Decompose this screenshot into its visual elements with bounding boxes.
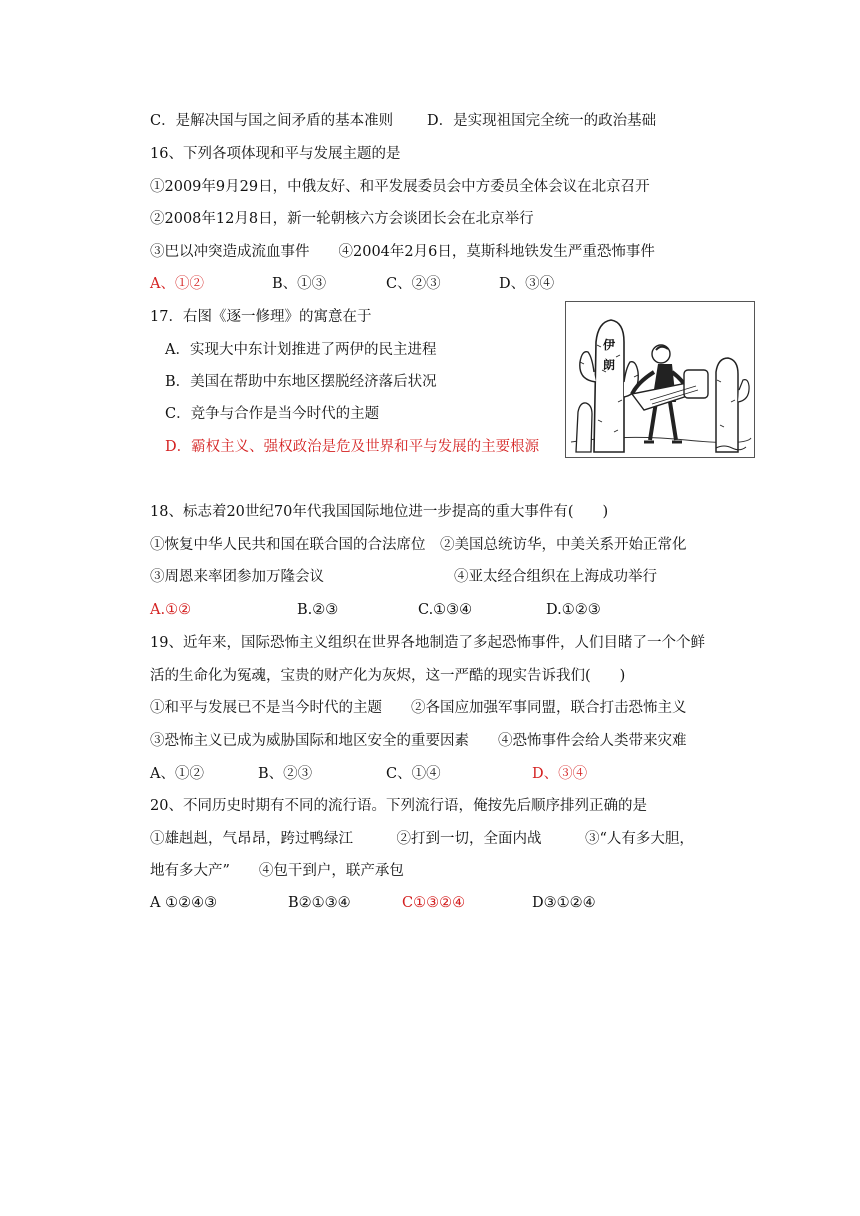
q19-statements-1-2: ①和平与发展已不是当今时代的主题 ②各国应加强军事同盟，联合打击恐怖主义 [150, 700, 687, 716]
q19-stem-line-1: 19、近年来，国际恐怖主义组织在世界各地制造了多起恐怖事件，人们目睹了一个个鲜 [150, 635, 705, 651]
q16-statement-2: ②2008年12月8日，新一轮朝核六方会谈团长会在北京举行 [150, 211, 534, 227]
prev-option-d: D．是实现祖国完全统一的政治基础 [427, 113, 657, 129]
q16-stem: 16、下列各项体现和平与发展主题的是 [150, 146, 401, 162]
cartoon-label-lang: 朗 [603, 358, 616, 372]
cartoon-illustration [566, 302, 754, 457]
q16-option-a: A、①② [150, 276, 204, 292]
cartoon-image [565, 301, 755, 458]
q16-option-c: C、②③ [386, 276, 441, 292]
prev-option-c: C．是解决国与国之间矛盾的基本准则 [150, 113, 394, 129]
q19-option-d: D、③④ [532, 766, 588, 782]
q18-statement-4: ④亚太经合组织在上海成功举行 [454, 569, 657, 585]
q17-option-b: B．美国在帮助中东地区摆脱经济落后状况 [165, 374, 437, 390]
q19-option-a: A、①② [150, 766, 204, 782]
q18-option-c: C.①③④ [418, 602, 473, 618]
q17-option-a: A．实现大中东计划推进了两伊的民主进程 [165, 342, 437, 358]
q18-statement-3: ③周恩来率团参加万隆会议 [150, 569, 324, 585]
q17-stem: 17．右图《逐一修理》的寓意在于 [150, 309, 372, 325]
q20-line-1: ①雄赳赳，气昂昂，跨过鸭绿江 ②打到一切，全面内战 ③“人有多大胆， [150, 831, 694, 847]
q20-stem: 20、不同历史时期有不同的流行语。下列流行语，俺按先后顺序排列正确的是 [150, 798, 647, 814]
q16-statement-3-4: ③巴以冲突造成流血事件 ④2004年2月6日，莫斯科地铁发生严重恐怖事件 [150, 244, 655, 260]
q16-statement-1: ①2009年9月29日，中俄友好、和平发展委员会中方委员全体会议在北京召开 [150, 179, 650, 195]
cartoon-label-yi: 伊 [603, 338, 616, 352]
q20-option-c: C①③②④ [402, 895, 466, 911]
q19-stem-line-2: 活的生命化为冤魂，宝贵的财产化为灰烬，这一严酷的现实告诉我们( ) [150, 668, 626, 684]
q16-option-d: D、③④ [499, 276, 555, 292]
q17-option-c: C．竞争与合作是当今时代的主题 [165, 406, 380, 422]
q16-option-b: B、①③ [272, 276, 327, 292]
q20-option-a: A ①②④③ [150, 895, 218, 911]
q18-option-b: B.②③ [297, 602, 339, 618]
q20-line-2: 地有多大产” ④包干到户，联产承包 [150, 863, 404, 879]
q18-statements-1-2: ①恢复中华人民共和国在联合国的合法席位 ②美国总统访华，中美关系开始正常化 [150, 537, 687, 553]
q19-option-b: B、②③ [258, 766, 313, 782]
q20-option-b: B②①③④ [288, 895, 351, 911]
q19-statements-3-4: ③恐怖主义已成为威胁国际和地区安全的重要因素 ④恐怖事件会给人类带来灾难 [150, 733, 687, 749]
q17-option-d: D．霸权主义、强权政治是危及世界和平与发展的主要根源 [165, 439, 540, 455]
q19-option-c: C、①④ [386, 766, 441, 782]
q20-option-d: D③①②④ [532, 895, 596, 911]
q18-option-a: A.①② [150, 602, 192, 618]
q18-option-d: D.①②③ [546, 602, 601, 618]
q18-stem: 18、标志着20世纪70年代我国国际地位进一步提高的重大事件有( ) [150, 504, 609, 520]
